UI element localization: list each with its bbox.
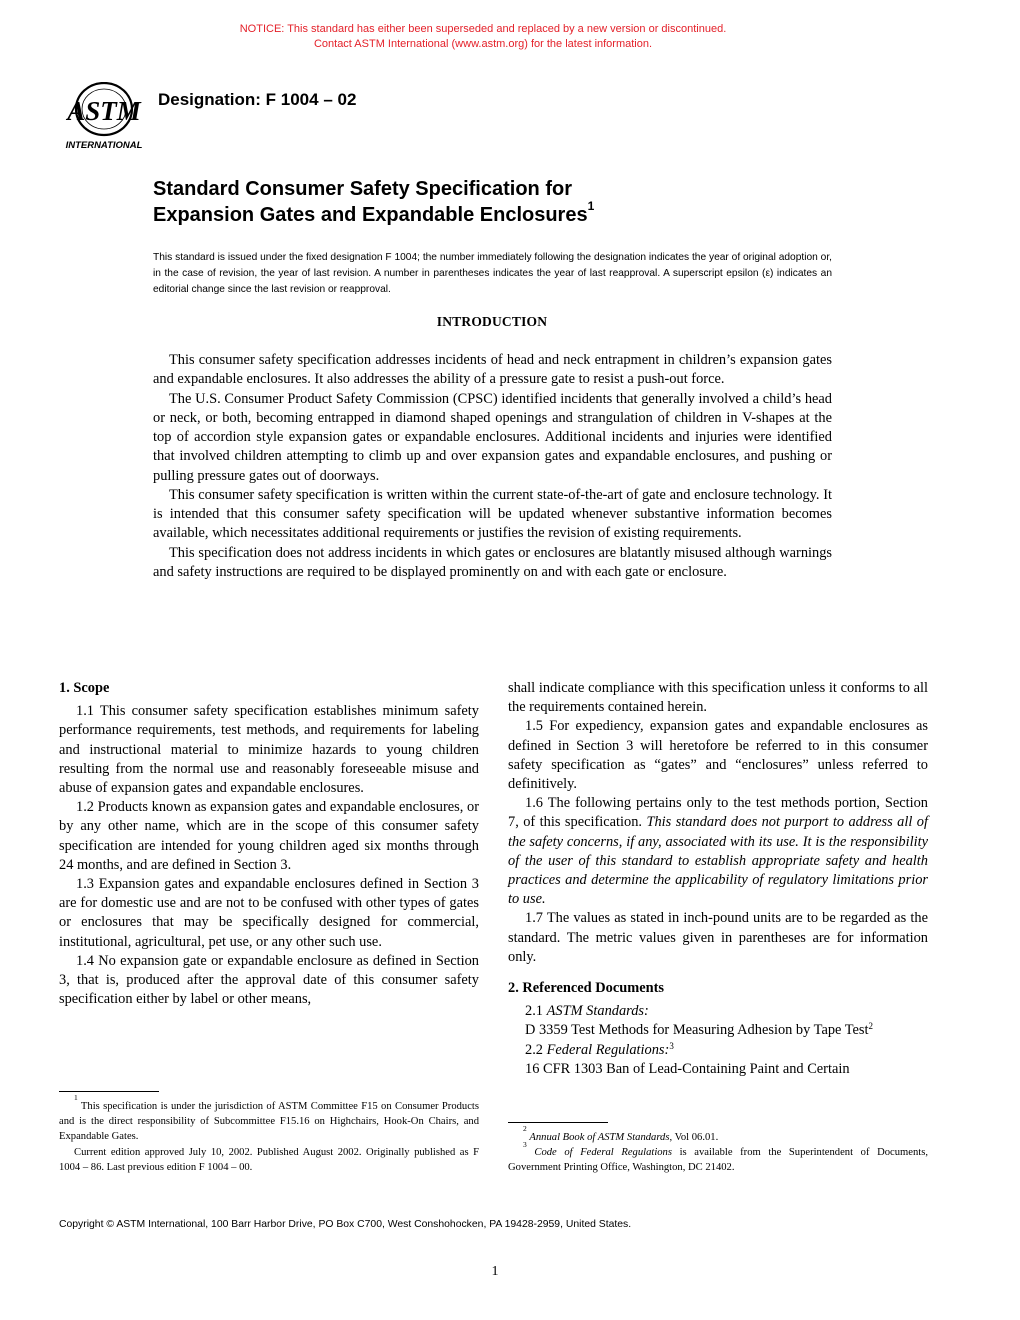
section-1-6: 1.6 The following pertains only to the test methods portion, Section 7, of this specification. This standard does not purport to address all of the safety concerns, if any, associated with its use. It is the responsibility of the user of this standard to establish appropriate safety and health practices and determine the applicability of regulatory limitations prior to use.: [508, 795, 928, 908]
section-1-3: 1.3 Expansion gates and expandable enclosures defined in Section 3 are for domestic use and are not to be confused with other types of gates or enclosures that may be specifically designed for commercial, institutional, agricultural, pet use, or any other such use.: [59, 876, 479, 950]
right-column: [508, 679, 928, 1079]
title-footnote-mark: 1: [587, 199, 595, 213]
intro-paragraph: The U.S. Consumer Product Safety Commission (CPSC) identified incidents that generally involved a child’s head or neck, or both, becoming entrapped in diamond shaped openings and strangulation of children in V-shapes at the top of accordion style expansion gates or expandable enclosures. Additional incidents and injuries were identified that involved children attempting to climb up and over expansion gates and expandable enclosures, and pushing or pulling pressure gates out of doorways.: [153, 390, 832, 484]
section-1-4-continued: shall indicate compliance with this specification unless it conforms to all the requirements contained herein.: [508, 680, 928, 716]
section-1-2: 1.2 Products known as expansion gates and expandable enclosures, or by any other name, which are in the scope of this consumer safety specification are intended for young children aged six months through 24 months, and are defined in Section 3.: [59, 799, 479, 873]
scope-heading: 1. Scope: [59, 680, 110, 696]
introduction-body: [153, 351, 832, 582]
designation: Designation: F 1004 – 02: [158, 90, 357, 109]
section-1-7: 1.7 The values as stated in inch-pound units are to be regarded as the standard. The metric values given in parentheses are for information only.: [508, 910, 928, 965]
section-2-1: 2.1 ASTM Standards:: [525, 1003, 649, 1020]
document-title: [153, 176, 594, 228]
footnotes-left: [59, 1093, 479, 1175]
section-1-1: 1.1 This consumer safety specification establishes minimum safety performance requirements, test methods, and requirements for labeling and instructional material to minimize hazards to young children resulting from the normal use and reasonably foreseeable misuse and abuse of expansion gates and expandable enclosures.: [59, 703, 479, 797]
footnote-1-edition: Current edition approved July 10, 2002. Published August 2002. Originally published as F 1004 – 86. Last previous edition F 1004 – 00.: [59, 1146, 479, 1173]
ref-d3359: D 3359 Test Methods for Measuring Adhesion by Tape Test$^2$: [525, 1021, 874, 1039]
intro-paragraph: This consumer safety specification addresses incidents of head and neck entrapment in children’s expansion gates and expandable enclosures. It also addresses the ability of a pressure gate to resist a push-out force.: [153, 352, 832, 388]
ref-16-cfr-1303: 16 CFR 1303 Ban of Lead-Containing Paint and Certain: [525, 1060, 850, 1077]
astm-logo: [60, 82, 148, 152]
section-1-4: 1.4 No expansion gate or expandable enclosure as defined in Section 3, that is, produced after the approval date of this consumer safety specification either by label or other means,: [59, 952, 479, 1008]
section-2-2: 2.2 Federal Regulations:$^3$: [525, 1040, 674, 1058]
intro-paragraph: This specification does not address incidents in which gates or enclosures are blatantly misused although warnings and safety instructions are required to be displayed prominently on and with each gate or enclosure.: [153, 544, 832, 580]
footnote-divider-right: [508, 1122, 608, 1123]
notice-line-2: Contact ASTM International (www.astm.org) for the latest information.: [313, 38, 653, 50]
left-column: [59, 679, 479, 1009]
referenced-documents-heading: 2. Referenced Documents: [508, 980, 664, 997]
title-line-2: Expansion Gates and Expandable Enclosures$^1$: [153, 199, 595, 226]
svg-text:INTERNATIONAL: INTERNATIONAL: [65, 140, 143, 151]
astm-logo-icon: [60, 82, 148, 152]
footnote-divider-left: [59, 1091, 159, 1092]
svg-text:ASTM: ASTM: [67, 96, 141, 126]
issued-note: This standard is issued under the fixed designation F 1004; the number immediately following the designation indicates the year of original adoption or, in the case of revision, the year of last revision. A number in parentheses indicates the year of last reapproval. A superscript epsilon (ε) indicates an editorial change since the last revision or reapproval.: [153, 252, 832, 295]
page-number: 1: [491, 1264, 499, 1279]
footnotes-right: [508, 1124, 928, 1176]
copyright: Copyright © ASTM International, 100 Barr Harbor Drive, PO Box C700, West Conshohocken, PA 19428-2959, United States.: [59, 1219, 632, 1230]
supersession-notice: [0, 22, 966, 52]
introduction-heading: INTRODUCTION: [436, 314, 548, 329]
notice-line-1: NOTICE: This standard has either been superseded and replaced by a new version or discontinued.: [239, 23, 727, 35]
intro-paragraph: This consumer safety specification is written within the current state-of-the-art of gate and enclosure technology. It is intended that this consumer safety specification will be updated whenever substantive information becomes available, which necessitates additional requirements or justifies the revision of existing requirements.: [153, 486, 832, 542]
footnote-3: $^3$ Code of Federal Regulations is available from the Superintendent of Documents, Government Printing Office, Washington, DC 21402.: [508, 1139, 928, 1174]
footnote-2: $^2$ Annual Book of ASTM Standards, Vol 06.01.: [523, 1124, 719, 1143]
footnote-1: $^1$ This specification is under the jurisdiction of ASTM Committee F15 on Consumer Products and is the direct responsibility of Subcommittee F15.16 on Highchairs, Hook-On Chairs, and Expandable Gates.: [59, 1093, 479, 1143]
section-1-5: 1.5 For expediency, expansion gates and expandable enclosures as defined in Section 3 will heretofore be referred to in this consumer safety specification as “gates” and “enclosures” unless referred to definitively.: [508, 718, 928, 793]
title-line-1: Standard Consumer Safety Specification for: [153, 178, 572, 200]
